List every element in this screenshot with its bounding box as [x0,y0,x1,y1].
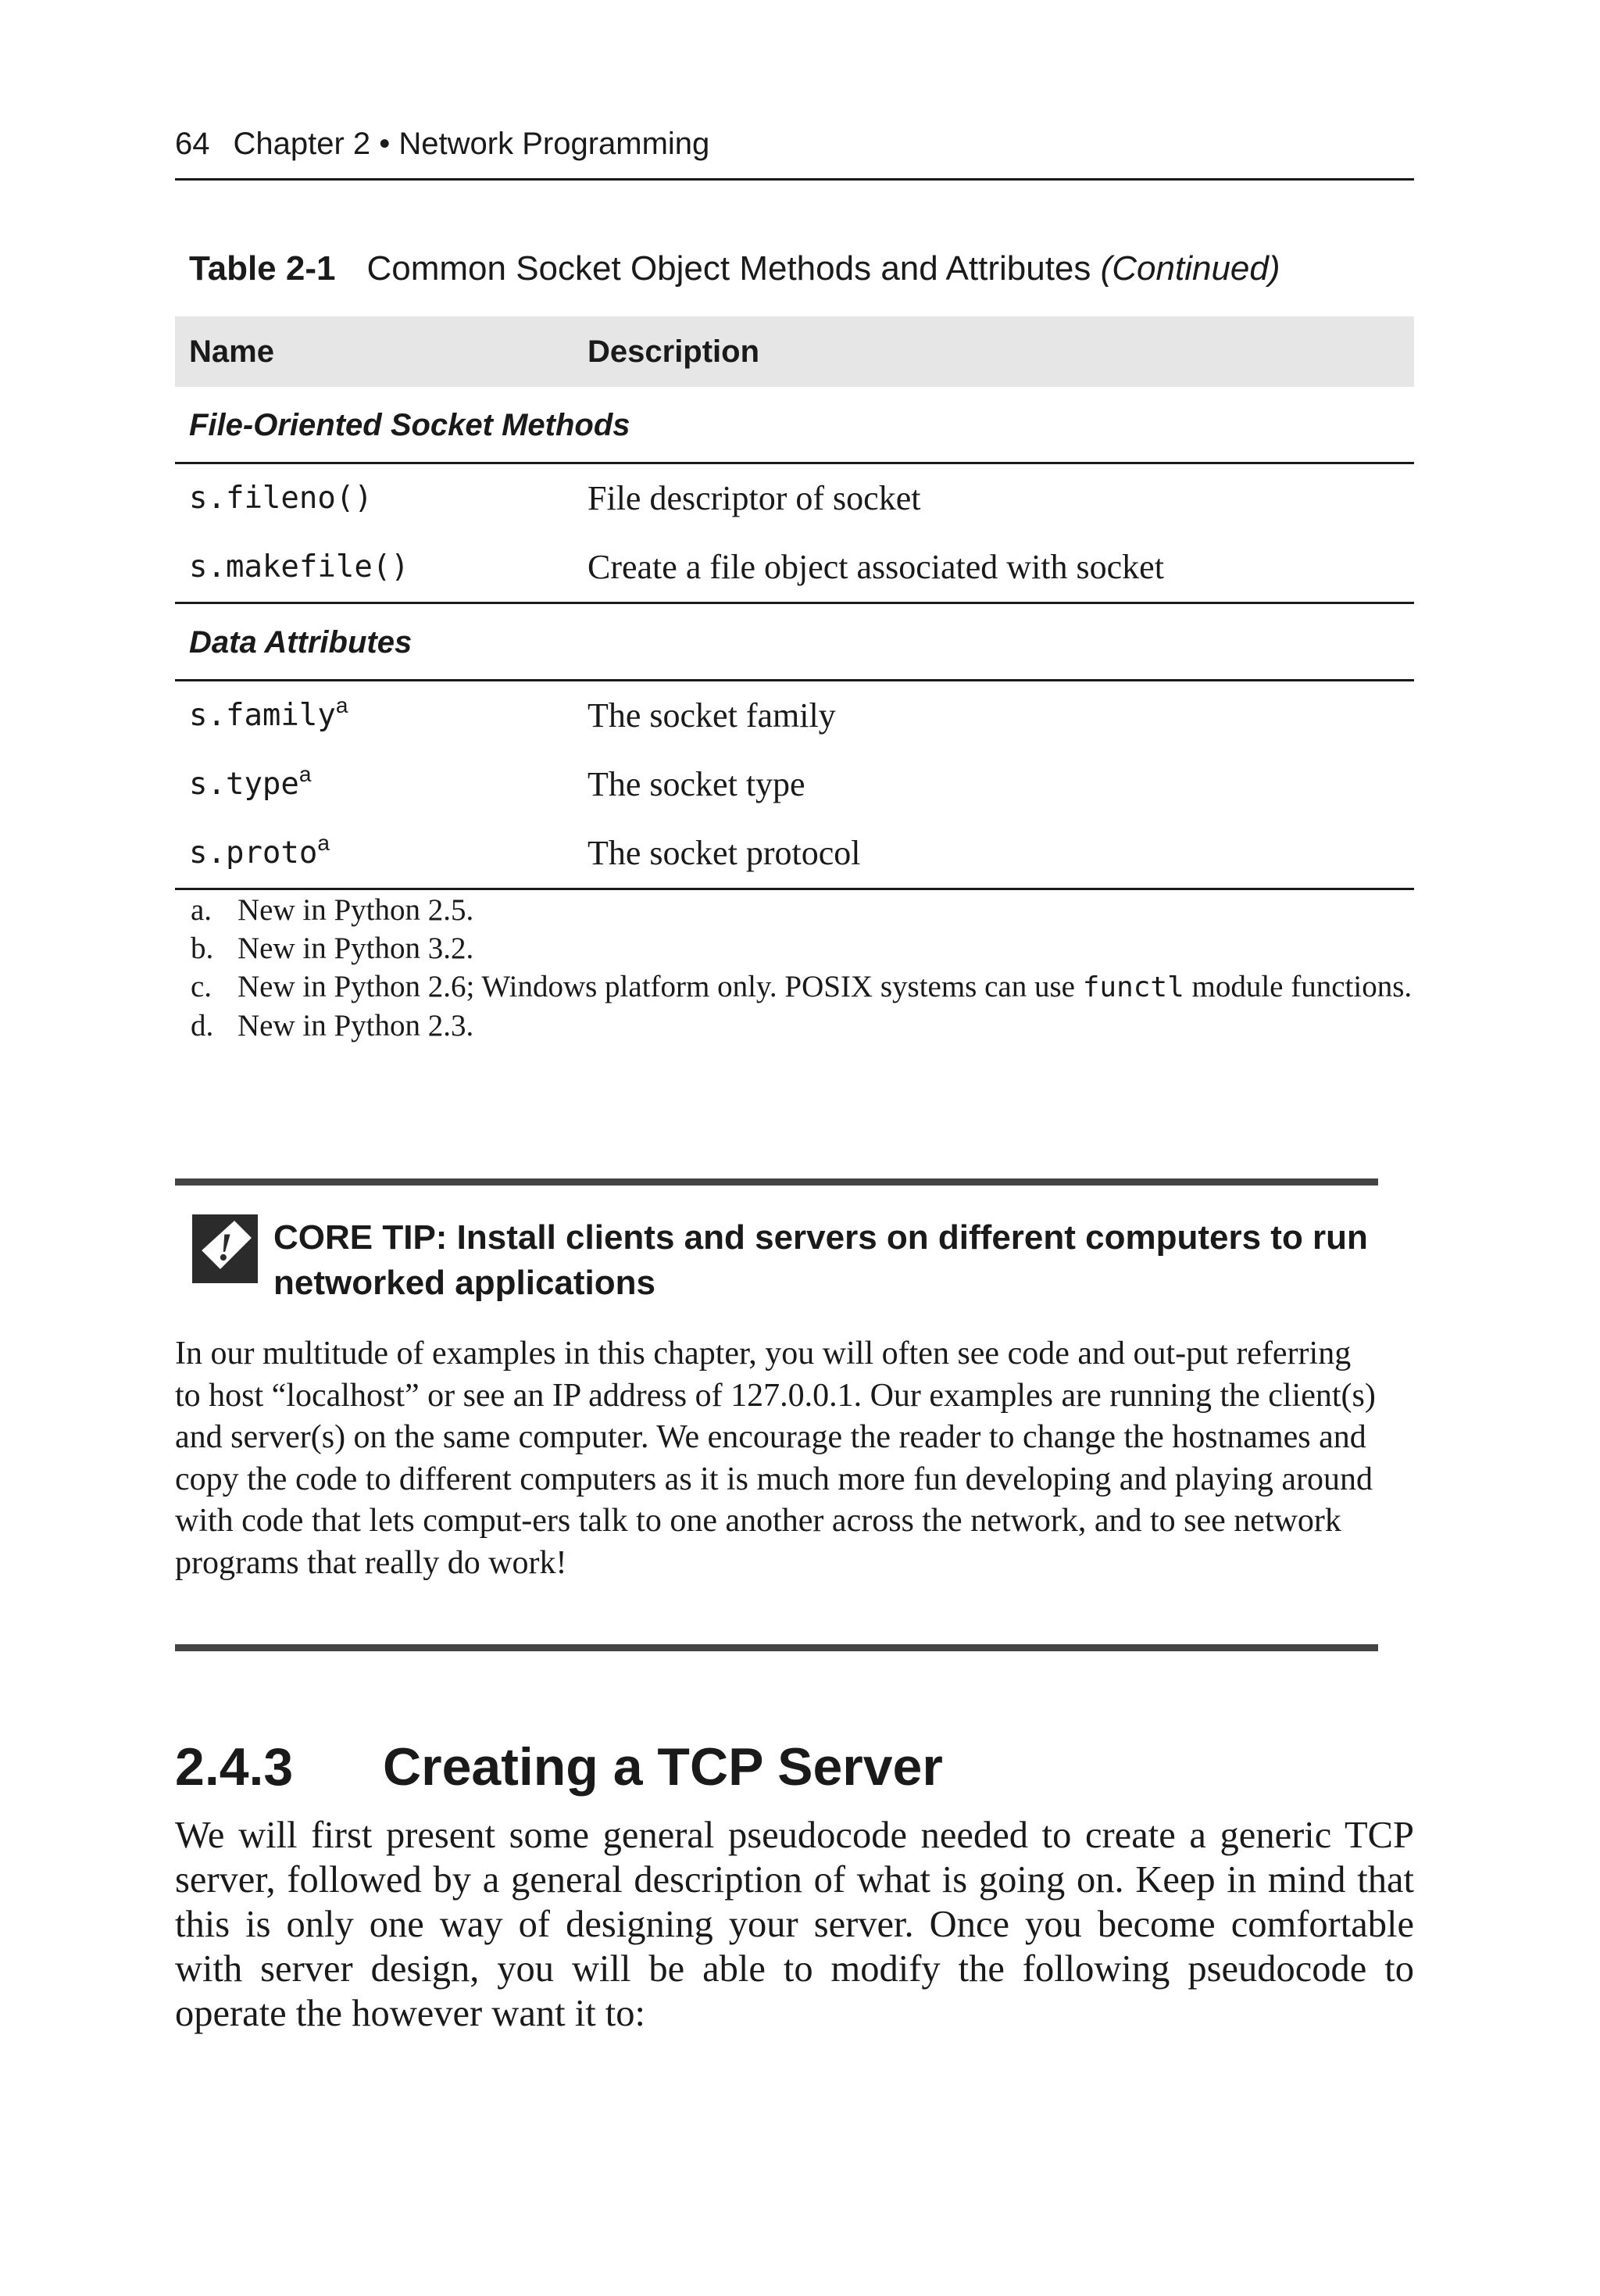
footnote-text: New in Python 2.5. [238,893,474,927]
section-title: Creating a TCP Server [383,1737,943,1797]
table-row [175,750,1414,819]
chapter-title: Chapter 2 • Network Programming [233,127,710,161]
footnote-label: b. [191,932,214,965]
footnote-text: New in Python 3.2. [238,932,474,965]
method-name: s.makefile() [189,549,409,585]
socket-methods-table [175,317,1414,890]
attribute-name: s.type$^a$ [189,762,312,802]
footnote-text: module functions. [1184,970,1412,1003]
section-paragraph: We will first present some general pseudocode needed to create a generic TCP server, followed by a general description of what is going on. Keep in mind that this is only one way of designing your server. Once you become comfortable with server design, you will be able to modify the following pseudocode to operate the however want it to: [175,1815,1414,2034]
group-heading [175,604,1414,681]
table-header-row [175,317,1414,387]
column-header-description: Description [588,334,760,369]
footnote-text: New in Python 2.3. [238,1009,474,1042]
exclamation-note-icon [189,1211,261,1286]
page-number: 64 [175,127,210,161]
table-row [175,464,1414,533]
attribute-name: s.proto$^a$ [189,831,330,871]
svg-text:!: ! [217,1225,233,1268]
section-number: 2.4.3 [175,1737,294,1797]
footnote [191,967,1414,1007]
method-description: File descriptor of socket [588,479,921,517]
table-continued-label: (Continued) [1100,249,1280,288]
table-row [175,681,1414,750]
table-number: Table 2-1 [189,249,336,288]
table-title: Common Socket Object Methods and Attributes [366,249,1091,288]
footnote-marker: a [317,831,330,855]
footnote-label: d. [191,1009,214,1042]
footnote-code: functl [1082,971,1184,1003]
table-footnotes [191,891,1414,1045]
attribute-description: The socket protocol [588,834,861,872]
table-row [175,819,1414,890]
running-header [175,122,709,166]
method-name: s.fileno() [189,481,373,516]
attribute-description: The socket type [588,765,805,803]
attribute-name: s.family$^a$ [189,693,348,733]
column-header-name: Name [189,334,274,369]
footnote [191,891,1414,929]
footnote-text: New in Python 2.6; Windows platform only. POSIX systems can use [238,970,1083,1003]
group-title: File-Oriented Socket Methods [189,408,630,442]
method-description: Create a file object associated with socket [588,548,1164,586]
footnote [191,929,1414,967]
footnote-label: a. [191,893,212,927]
tip-top-rule [175,1178,1378,1186]
footnote-label: c. [191,970,212,1003]
core-tip-title: CORE TIP: Install clients and servers on different computers to run networked applications [273,1218,1368,1302]
core-tip-body: In our multitude of examples in this chapter, you will often see code and out-put referring to host “localhost” or see an IP address of 127.0.0.1. Our examples are running the client(s) and server(s) on the same computer. We encourage the reader to change the hostnames and copy the code to different computers as it is much more fun developing and playing around with code that lets comput-ers talk to one another across the network, and to see network programs that really do work! [175,1336,1376,1581]
table-caption [189,244,1280,294]
header-rule [175,178,1414,181]
group-heading [175,387,1414,464]
footnote-marker: a [298,762,312,786]
footnote-marker: a [335,693,348,717]
tip-bottom-rule [175,1644,1378,1651]
table-row [175,533,1414,604]
attribute-description: The socket family [588,696,836,735]
footnote [191,1007,1414,1045]
group-title: Data Attributes [189,625,412,660]
section-heading [175,1732,943,1802]
